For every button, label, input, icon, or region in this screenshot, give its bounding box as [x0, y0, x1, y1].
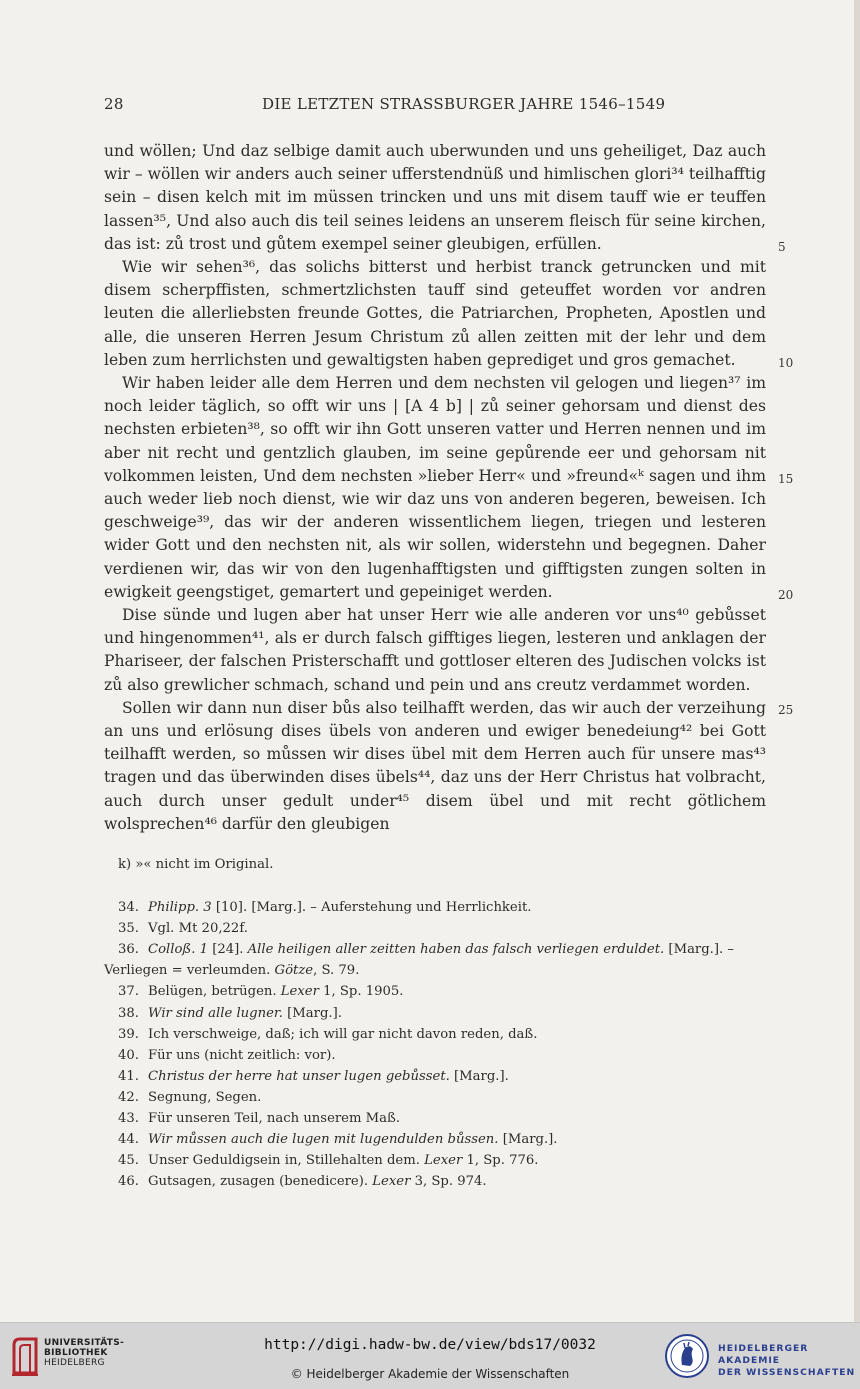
- footnote: 43. Für unseren Teil, nach unserem Maß.: [118, 1111, 401, 1127]
- line-number: 25: [778, 703, 794, 717]
- footnote-text: Ich verschweige, daß; ich will gar nicht davon reden, daß.: [148, 1026, 538, 1042]
- footnote: 37. Belügen, betrügen. Lexer 1, Sp. 1905.: [118, 984, 404, 1000]
- copyright-notice: © Heidelberger Akademie der Wissenschaften: [290, 1367, 570, 1381]
- footnote-text: Philipp. 3 [10]. [Marg.]. – Auferstehung und Herrlichkeit.: [148, 900, 532, 916]
- paragraph: Dise sünde und lugen aber hat unser Herr wie alle anderen vor uns⁴⁰ gebůsset und hingenommen⁴¹, als er durch falsch gifftiges liegen, lesteren und anklagen der Phariseer, der falschen Pristerschafft und gottloser elteren des Judischen volcks ist zů also grewlicher schmach, schand und pein und ans creutz verdammet worden.: [104, 606, 766, 694]
- line-number: 15: [778, 472, 794, 486]
- running-header: [104, 95, 766, 117]
- footnote: 45. Unser Geduldigsein in, Stillehalten dem. Lexer 1, Sp. 776.: [118, 1153, 539, 1169]
- footnote: 38. Wir sind alle lugner. [Marg.].: [118, 1005, 342, 1021]
- footnote-text: Unser Geduldigsein in, Stillehalten dem. Lexer 1, Sp. 776.: [148, 1153, 539, 1169]
- footnote-text: Wir můssen auch die lugen mit lugendulden bůssen. [Marg.].: [148, 1132, 558, 1148]
- footnote-text: Wir sind alle lugner. [Marg.].: [148, 1005, 342, 1021]
- running-title: DIE LETZTEN STRASSBURGER JAHRE 1546–1549: [262, 95, 666, 113]
- footnote: 42. Segnung, Segen.: [118, 1089, 262, 1105]
- footnote: 35. Vgl. Mt 20,22f.: [118, 921, 248, 937]
- footnotes-section: [104, 854, 766, 1192]
- university-library-name: UNIVERSITÄTS- BIBLIOTHEK HEIDELBERG: [44, 1338, 125, 1368]
- footnote: 44. Wir můssen auch die lugen mit lugendulden bůssen. [Marg.].: [118, 1132, 558, 1148]
- footnote: 36. Colloß. 1 [24]. Alle heiligen aller zeitten haben das falsch verliegen erduldet. [Marg.]. – Verliegen = verleumden. Götze, S. 79.: [104, 942, 734, 979]
- permalink-url[interactable]: http://digi.hadw-bw.de/view/bds17/0032: [264, 1337, 596, 1353]
- paragraph: Wir haben leider alle dem Herren und dem nechsten vil gelogen und liegen³⁷ im noch leider täglich, so offt wir uns | [A 4 b] | zů seiner gehorsam und dienst des nechsten erbieten³⁸, so offt wir ihn Gott unseren vatter und Herren nennen und im aber nit recht und gentzlich glauben, im seine gepůrende eer und gehorsam nit volkommen leisten, Und dem nechsten »lieber Herr« und »freund«ᵏ sagen und ihm auch weder lieb noch dienst, wie wir daz uns von anderen begeren, beweisen. Ich geschweige³⁹, das wir der anderen wissentlichem liegen, triegen und lesteren wider Gott und den nechsten nit, als wir sollen, widerstehn und begegnen. Daher verdienen wir, das wir von den lugenhafftigsten und gifftigsten zungen solten in ewigkeit geengstiget, gemartert und gepeiniget werden.: [104, 374, 766, 601]
- paragraph: Wie wir sehen³⁶, das solichs bitterst und herbist tranck getruncken und mit disem scherpffisten, schmertzlichsten tauff sind geteuffet worden vor andren leuten die allerliebsten freunde Gottes, die Patriarchen, Propheten, Apostlen und alle, die unseren Herren Jesum Christum zů allen zeitten mit der lehr und dem leben zum herrlichsten und gewaltigsten haben geprediget und gros gemachet.: [104, 258, 766, 369]
- footnote-text: Belügen, betrügen. Lexer 1, Sp. 1905.: [148, 984, 404, 1000]
- footnote: 39. Ich verschweige, daß; ich will gar nicht davon reden, daß.: [118, 1026, 538, 1042]
- page-edge: [854, 0, 860, 1322]
- viewer-footer: [0, 1322, 860, 1389]
- footnote-text: Colloß. 1 [24]. Alle heiligen aller zeitten haben das falsch verliegen erduldet. [Marg.]. – Verliegen = verleumden. Götze, S. 79.: [104, 942, 734, 979]
- line-number: 5: [778, 240, 786, 254]
- footnote-text: Gutsagen, zusagen (benedicere). Lexer 3, Sp. 974.: [148, 1174, 487, 1190]
- footnote-text: Christus der herre hat unser lugen gebůsset. [Marg.].: [148, 1068, 509, 1084]
- line-number: 20: [778, 588, 794, 602]
- academy-seal-icon[interactable]: [664, 1333, 710, 1379]
- footnote: 46. Gutsagen, zusagen (benedicere). Lexer 3, Sp. 974.: [118, 1174, 487, 1190]
- footnote: 34. Philipp. 3 [10]. [Marg.]. – Auferstehung und Herrlichkeit.: [118, 900, 532, 916]
- paragraph: und wöllen; Und daz selbige damit auch uberwunden und uns geheiliget, Daz auch wir – wöllen wir anders auch seiner ufferstendnüß und himlischen glori³⁴ teilhafftig sein – disen kelch mit im müssen trincken und uns mit disem tauff wie er teuffen lassen³⁵, Und also auch dis teil seines leidens an unserem fleisch für seine kirchen, das ist: zů trost und gůtem exempel seiner gleubigen, erfüllen.: [104, 142, 766, 253]
- footnote-text: Für uns (nicht zeitlich: vor).: [148, 1047, 336, 1063]
- main-text: [104, 140, 766, 836]
- footnote: 40. Für uns (nicht zeitlich: vor).: [118, 1047, 336, 1063]
- page-number: 28: [104, 95, 124, 113]
- footnote-text: Für unseren Teil, nach unserem Maß.: [148, 1111, 401, 1127]
- line-number: 10: [778, 356, 794, 370]
- footnote-text: Segnung, Segen.: [148, 1089, 262, 1105]
- footnote: 41. Christus der herre hat unser lugen gebůsset. [Marg.].: [118, 1068, 509, 1084]
- footnote-text: Vgl. Mt 20,22f.: [148, 921, 248, 937]
- academy-name: HEIDELBERGER AKADEMIE DER WISSENSCHAFTEN: [718, 1343, 856, 1378]
- text-critical-note: k) »« nicht im Original.: [118, 857, 274, 872]
- paragraph: Sollen wir dann nun diser bůs also teilhafft werden, das wir auch der verzeihung an uns und erlösung dises übels von anderen und ewiger benedeiung⁴² bei Gott teilhafft werden, so můssen wir dises übel mit dem Herren auch für unsere mas⁴³ tragen und das überwinden dises übels⁴⁴, daz uns der Herr Christus hat volbracht, auch durch unser gedult under⁴⁵ disem übel und mit recht götlichem wolsprechen⁴⁶ darfür den gleubigen: [104, 698, 766, 833]
